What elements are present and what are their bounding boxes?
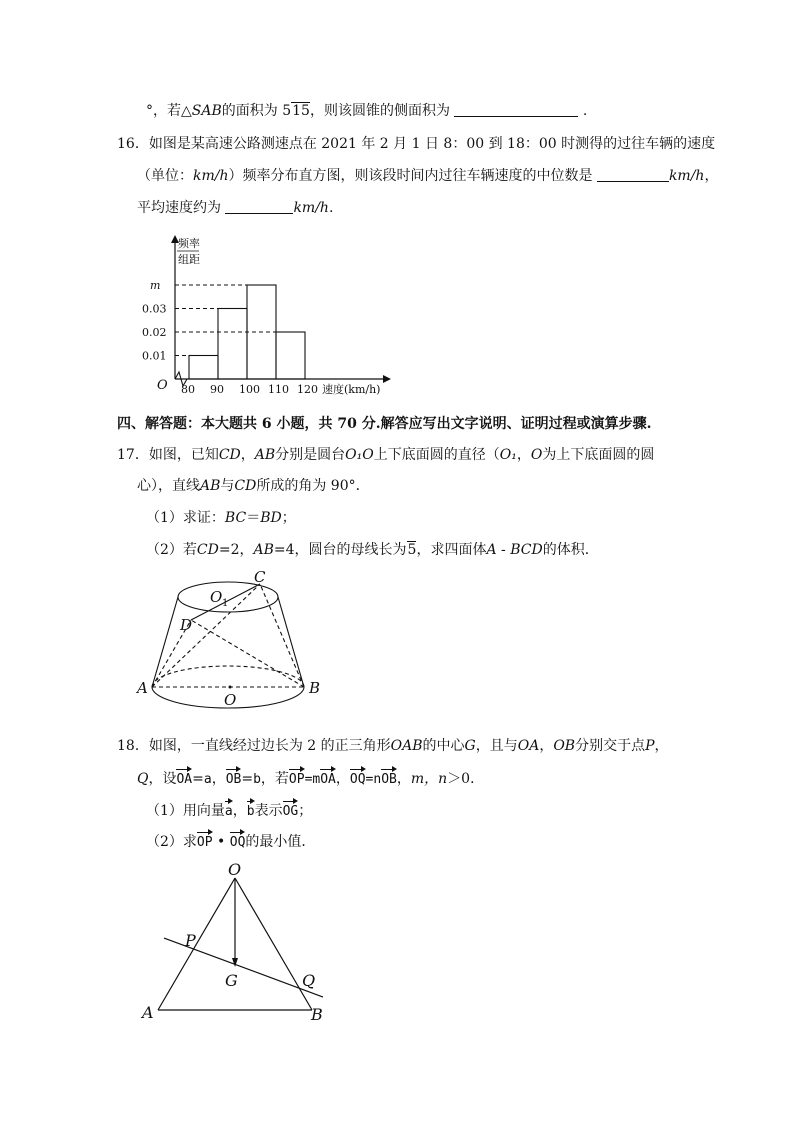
- label-a: A: [142, 1003, 154, 1022]
- q18-part-2: （2）求OP • OQ的最小值．: [146, 831, 315, 853]
- label-b: B: [309, 679, 321, 697]
- side-ob: [235, 878, 312, 1010]
- label-b: B: [311, 1005, 323, 1024]
- label-o1-sub: 1: [222, 598, 229, 609]
- x-tick-label: 90: [210, 383, 224, 396]
- x-tick-label: 100: [239, 383, 260, 396]
- label-o1: O: [210, 588, 223, 606]
- q17-part-2: （2）若CD=2，AB=4，圆台的母线长为5，求四面体A - BCD的体积．: [146, 542, 599, 558]
- q16-line-3: 平均速度约为 km/h.: [137, 200, 334, 216]
- label-g: G: [225, 971, 238, 990]
- q17-line-1: 17．如图，已知CD，AB分别是圆台O₁O上下底面圆的直径（O₁，O为上下底面圆的圆: [117, 447, 655, 463]
- y-label-denominator: 组距: [178, 253, 200, 266]
- q16-line-2: （单位：km/h）频率分布直方图，则该段时间内过往车辆速度的中位数是 km/h，: [137, 168, 719, 184]
- q17-line-2: 心），直线AB与CD所成的角为 90°．: [137, 478, 370, 494]
- q18-part-1: （1）用向量a，b表示OG；: [146, 800, 312, 822]
- label-o: O: [224, 691, 237, 709]
- q18-line-1: 18．如图，一直线经过边长为 2 的正三角形OAB的中心G，且与OA，OB分别交于点P，: [117, 738, 669, 754]
- q18-line-2: Q，设OA=a，OB=b，若OP=mOA，OQ=nOB，m，n＞0．: [137, 768, 484, 790]
- y-tick-label: 0.01: [142, 349, 167, 363]
- x-tick-label: 110: [268, 383, 289, 396]
- label-d: D: [180, 616, 193, 634]
- label-q: Q: [302, 971, 316, 990]
- section-4-heading: 四、解答题：本大题共 6 小题，共 70 分.解答应写出文字说明、证明过程或演算步骤.: [117, 416, 652, 432]
- y-tick-label: 0.02: [142, 326, 167, 339]
- origin-label: O: [157, 378, 168, 393]
- q17-part-1: （1）求证：BC＝BD；: [146, 510, 296, 526]
- q16-line-1: 16．如图是某高速公路测速点在 2021 年 2 月 1 日 8：00 到 18：00 时测得的过往车辆的速度: [117, 136, 716, 152]
- side-oa: [158, 878, 235, 1010]
- label-a: A: [137, 679, 148, 697]
- y-tick-label: 0.03: [142, 302, 167, 316]
- y-tick-label: m: [150, 279, 161, 292]
- y-label-numerator: 频率: [178, 237, 200, 250]
- x-tick-label: 80: [181, 383, 195, 396]
- label-p: P: [185, 931, 196, 950]
- sqrt-5: 5: [407, 542, 417, 558]
- sqrt-15: 15: [292, 103, 310, 119]
- label-c: C: [254, 568, 266, 586]
- x-axis-label: 速度(km/h): [322, 383, 381, 396]
- x-tick-label: 120: [297, 383, 318, 396]
- q15-tail-line: °，若△SAB的面积为 515，则该圆锥的侧面积为 .: [146, 103, 588, 119]
- label-o: O: [228, 860, 242, 879]
